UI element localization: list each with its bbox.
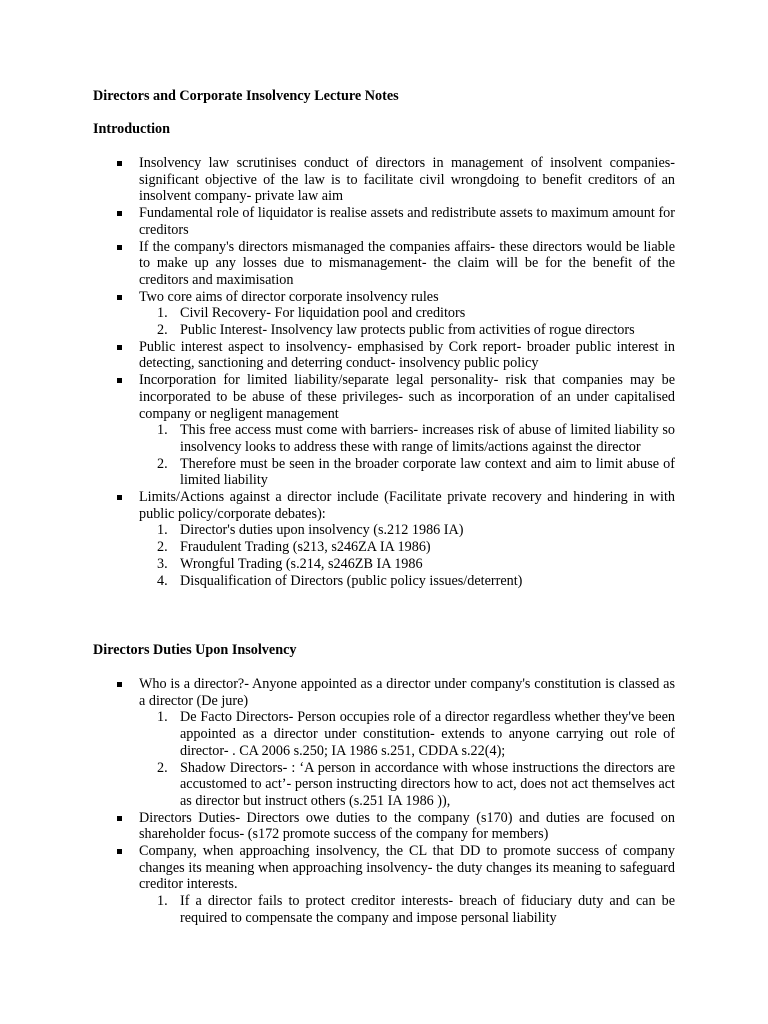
square-bullet-icon (117, 345, 122, 350)
numbered-sublist (139, 522, 675, 589)
square-bullet-icon (117, 161, 122, 166)
section-heading-directors-duties: Directors Duties Upon Insolvency (93, 642, 297, 658)
bullet-item (93, 372, 675, 489)
bullet-item (93, 205, 675, 238)
item-number: 2. (157, 759, 168, 776)
numbered-item-text: Disqualification of Directors (public policy issues/deterrent) (180, 572, 523, 589)
square-bullet-icon (117, 211, 122, 216)
item-number: 2. (157, 455, 168, 472)
square-bullet-icon (117, 245, 122, 250)
item-number: 1. (157, 709, 168, 726)
directors-duties-section (93, 676, 675, 927)
bullet-text: Fundamental role of liquidator is realise assets and redistribute assets to maximum amount for creditors (139, 205, 675, 238)
bullet-text: Two core aims of director corporate insolvency rules (139, 288, 439, 305)
square-bullet-icon (117, 682, 122, 687)
numbered-item-text: Public Interest- Insolvency law protects public from activities of rogue directors (180, 322, 635, 339)
numbered-item (139, 556, 675, 573)
numbered-item-text: Wrongful Trading (s.214, s246ZB IA 1986 (180, 555, 423, 572)
document-title: Directors and Corporate Insolvency Lecture Notes (93, 88, 399, 104)
bullet-item (93, 489, 675, 589)
bullet-text: Directors Duties- Directors owe duties to the company (s170) and duties are focused on shareholder focus- (s172 promote success of the company for members) (139, 809, 675, 843)
numbered-item (139, 322, 675, 339)
bullet-text: Limits/Actions against a director include (Facilitate private recovery and hindering in with public policy/corporate debates): (139, 489, 675, 522)
item-number: 3. (157, 555, 168, 572)
bullet-text: Who is a director?- Anyone appointed as a director under company's constitution is classed as a director (De jure) (139, 676, 675, 709)
numbered-item-text: Director's duties upon insolvency (s.212 1986 IA) (180, 522, 464, 539)
numbered-item (139, 893, 675, 926)
square-bullet-icon (117, 295, 122, 300)
numbered-item-text: Shadow Directors- : ‘A person in accordance with whose instructions the directors are accustomed to act’- person instructing directors how to act, does not act themselves act as director but instruct others (s.251 IA 1986 )), (180, 759, 675, 809)
square-bullet-icon (117, 816, 122, 821)
item-number: 4. (157, 572, 168, 589)
section-heading-introduction: Introduction (93, 121, 170, 137)
item-number: 2. (157, 322, 168, 339)
numbered-sublist (139, 709, 675, 809)
item-number: 1. (157, 422, 168, 439)
numbered-item-text: If a director fails to protect creditor interests- breach of fiduciary duty and can be required to compensate the company and impose personal liability (180, 893, 675, 926)
bullet-item (93, 155, 675, 205)
bullet-text: Company, when approaching insolvency, the CL that DD to promote success of company changes its meaning when approaching insolvency- the duty changes its meaning to safeguard creditor interests. (139, 843, 675, 893)
item-number: 1. (157, 305, 168, 322)
numbered-sublist (139, 893, 675, 926)
bullet-text: Incorporation for limited liability/separate legal personality- risk that companies may be incorporated to be abuse of these privileges- such as incorporation of an under capitalised company or negligent management (139, 372, 675, 422)
numbered-item-text: Fraudulent Trading (s213, s246ZA IA 1986) (180, 539, 431, 556)
numbered-item (139, 709, 675, 759)
numbered-item-text: This free access must come with barriers- increases risk of abuse of limited liability so insolvency looks to address these with range of limits/actions against the director (180, 422, 675, 455)
numbered-item-text: Therefore must be seen in the broader corporate law context and aim to limit abuse of limited liability (180, 455, 675, 489)
numbered-item (139, 522, 675, 539)
bullet-item (93, 339, 675, 372)
numbered-sublist (139, 305, 675, 338)
numbered-item (139, 539, 675, 556)
bullet-item (93, 843, 675, 927)
numbered-item-text: De Facto Directors- Person occupies role of a director regardless whether they've been appointed as a director under constitution- extends to anyone carrying out role of director- . CA 2006 s.250; IA 1986 s.251, CDDA s.22(4); (180, 709, 675, 759)
bullet-item (93, 810, 675, 843)
introduction-bullet-list (93, 155, 675, 589)
numbered-item (139, 305, 675, 322)
bullet-item (93, 239, 675, 289)
square-bullet-icon (117, 378, 122, 383)
numbered-item (139, 573, 675, 590)
numbered-item (139, 422, 675, 455)
bullet-item (93, 676, 675, 810)
bullet-text: If the company's directors mismanaged the companies affairs- these directors would be liable to make up any losses due to mismanagement- the claim will be for the benefit of the creditors and maximisation (139, 238, 675, 288)
bullet-text: Insolvency law scrutinises conduct of directors in management of insolvent companies- significant objective of the law is to facilitate civil wrongdoing to benefit creditors of an insolvent company- private law aim (139, 155, 675, 205)
numbered-item (139, 760, 675, 810)
square-bullet-icon (117, 495, 122, 500)
bullet-item (93, 289, 675, 339)
item-number: 1. (157, 522, 168, 539)
square-bullet-icon (117, 849, 122, 854)
directors-duties-bullet-list (93, 676, 675, 927)
numbered-item-text: Civil Recovery- For liquidation pool and creditors (180, 305, 466, 322)
item-number: 1. (157, 893, 168, 910)
introduction-section (93, 155, 675, 589)
item-number: 2. (157, 539, 168, 556)
numbered-item (139, 456, 675, 489)
bullet-text: Public interest aspect to insolvency- emphasised by Cork report- broader public interest in detecting, sanctioning and deterring conduct- insolvency public policy (139, 338, 675, 372)
numbered-sublist (139, 422, 675, 489)
